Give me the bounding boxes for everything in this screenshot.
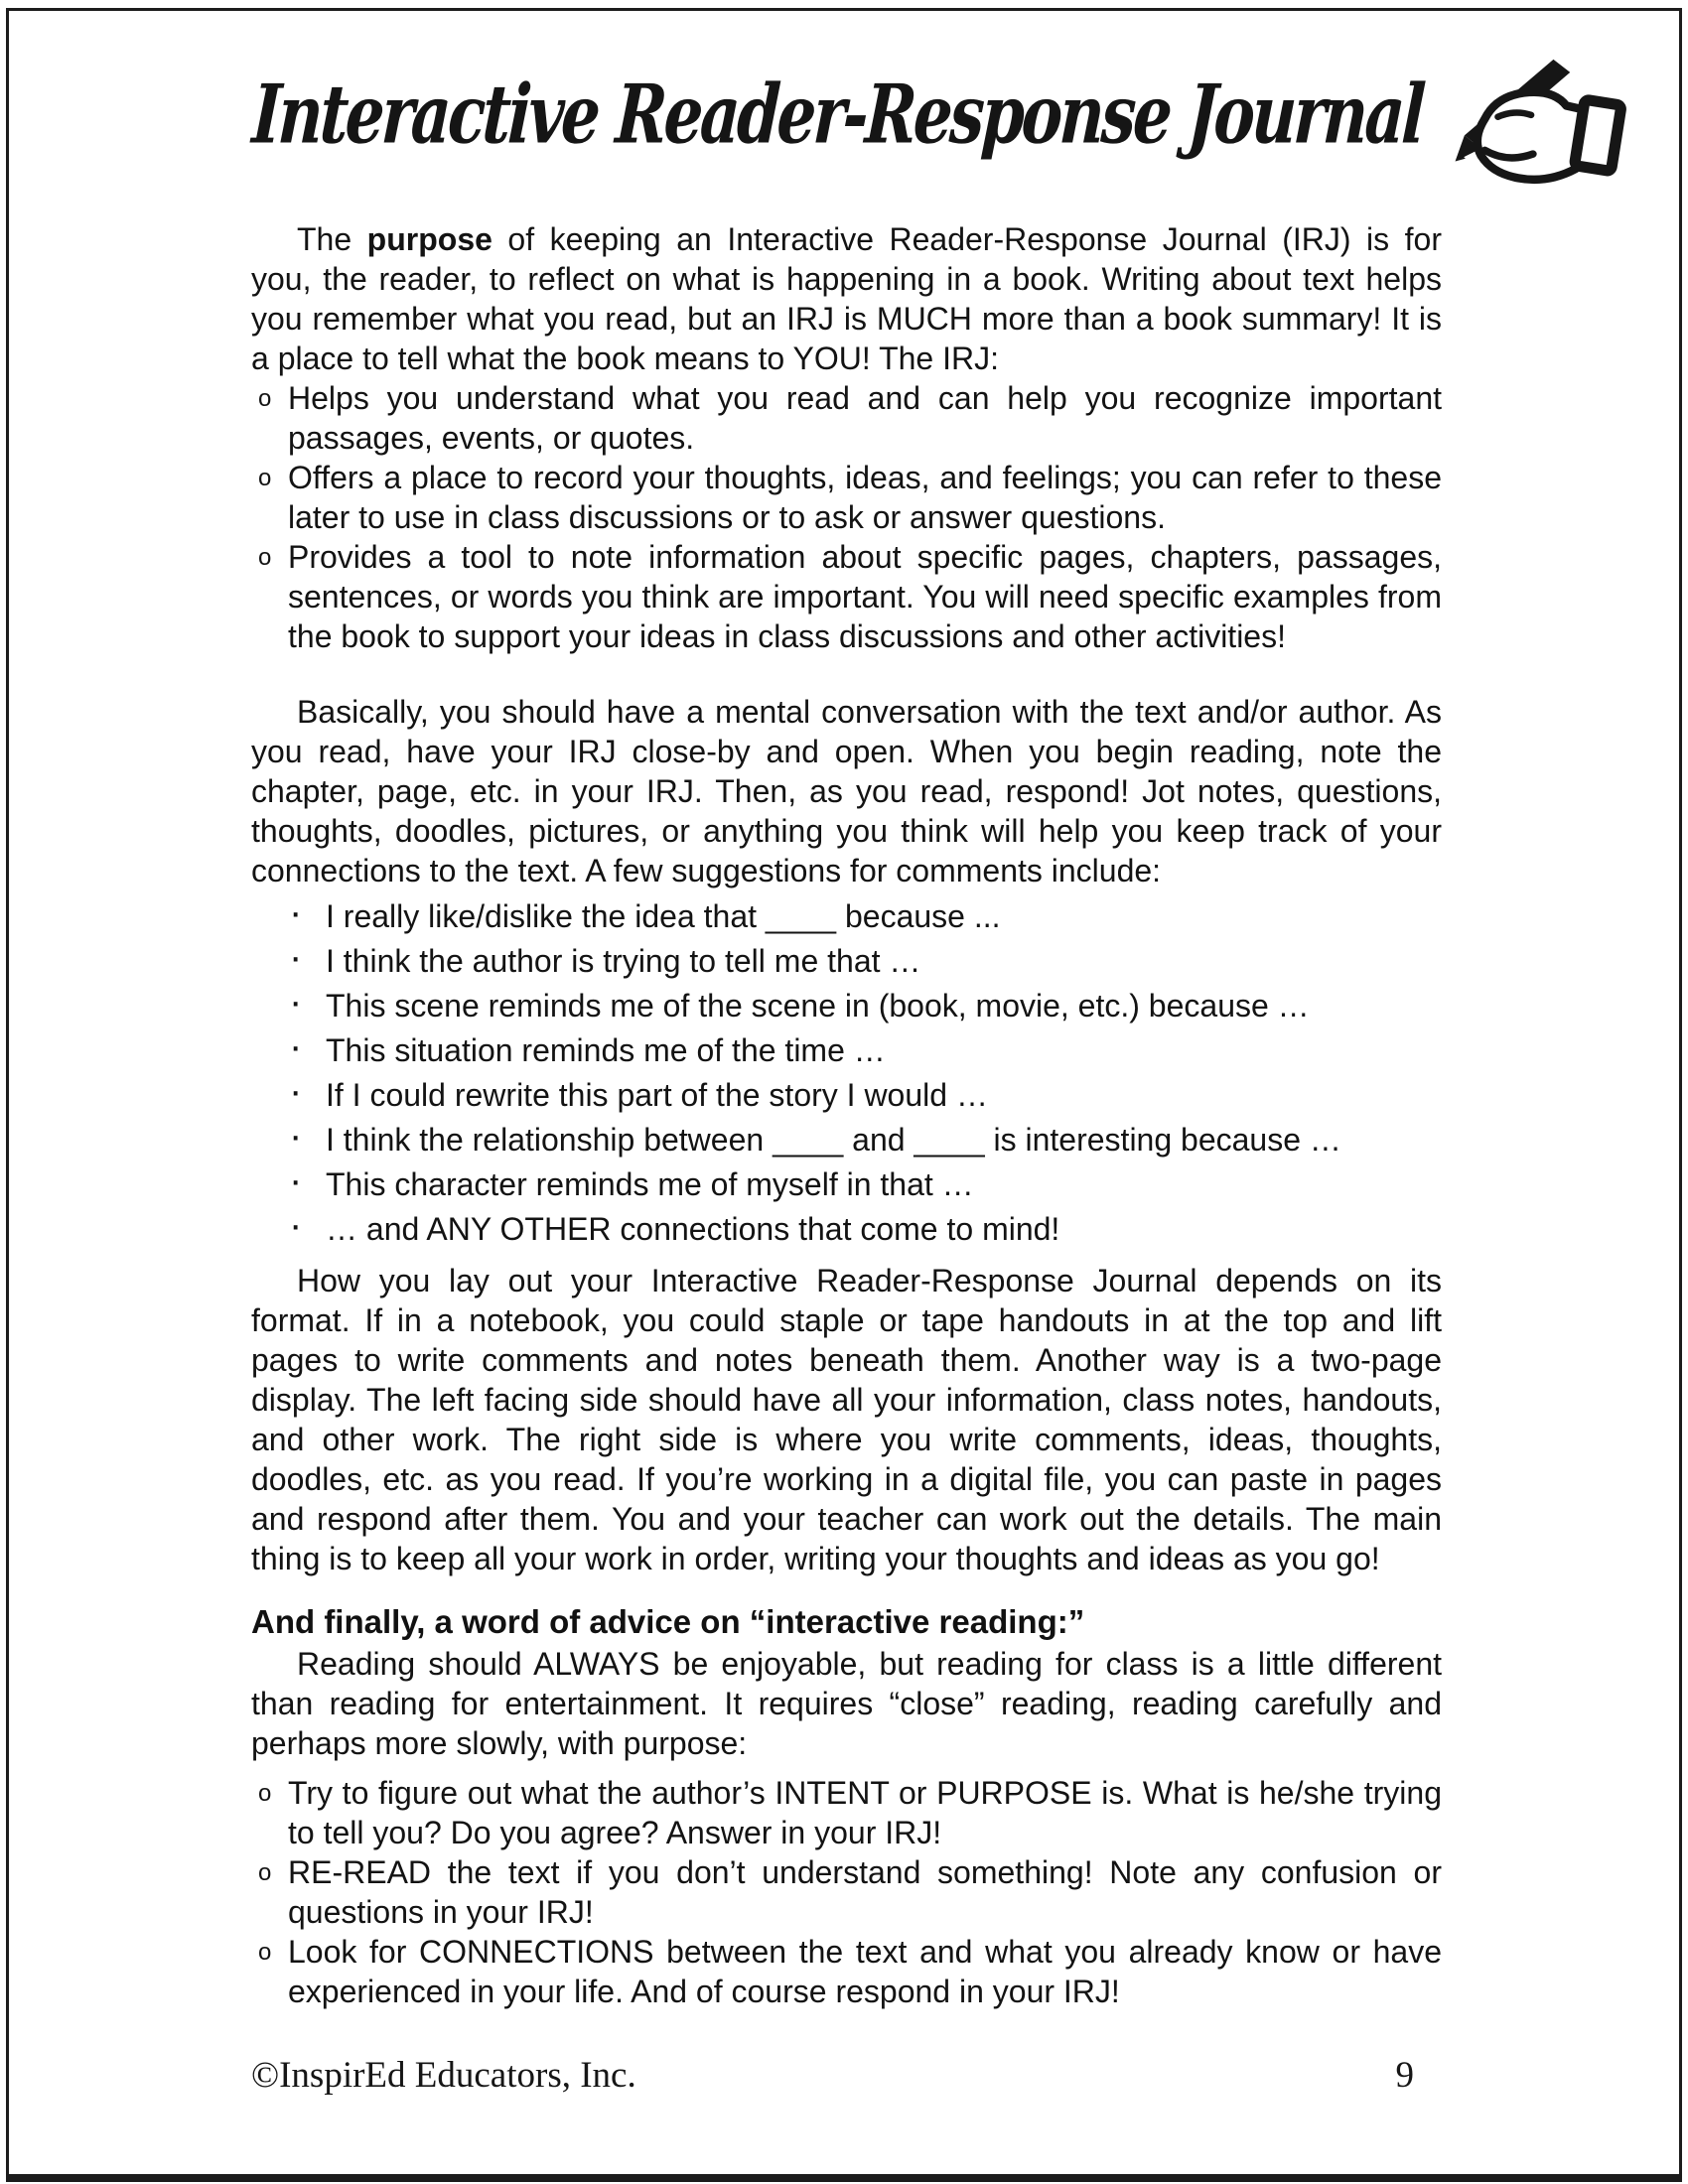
dot-bullet-icon: ·	[289, 890, 303, 934]
list-item	[251, 537, 1442, 656]
list-item	[251, 980, 1442, 1025]
layout-paragraph: How you lay out your Interactive Reader-Response Journal depends on its format. If in a notebook, you could staple or tape handouts in at the top and lift pages to write comments and notes beneath them. Another way is a two-page display. The left facing side should have all your information, class notes, handouts, and other work. The right side is where you write comments, ideas, thoughts, doodles, etc. as you read. If you’re working in a digital file, you can paste in pages and respond after them. You and your teacher can work out the details. The main thing is to keep all your work in order, writing your thoughts and ideas as you go!	[251, 1263, 1442, 1576]
dot-bullet-icon: ·	[289, 935, 303, 979]
list-item	[251, 1203, 1442, 1249]
title-row	[251, 57, 1442, 196]
bullet-text: Helps you understand what you read and can help you recognize important passages, events, or quotes.	[288, 380, 1442, 456]
list-item	[251, 458, 1442, 537]
page-content	[251, 11, 1442, 2174]
bullet-text: … and ANY OTHER connections that come to mind!	[326, 1211, 1060, 1247]
bullet-text: Try to figure out what the author’s INTENT or PURPOSE is. What is he/she trying to tell you? Do you agree? Answer in your IRJ!	[288, 1775, 1442, 1850]
dot-bullet-icon: ·	[289, 1159, 303, 1202]
footer-copyright: ©InspirEd Educators, Inc.	[251, 2055, 636, 2096]
dot-bullet-icon: ·	[289, 1069, 303, 1113]
advice-paragraph: Reading should ALWAYS be enjoyable, but reading for class is a little different than reading for entertainment. It requires “close” reading, reading carefully and perhaps more slowly, with purpose:	[251, 1646, 1442, 1761]
list-item	[251, 1159, 1442, 1204]
list-item	[251, 1932, 1442, 2011]
conversation-paragraph: Basically, you should have a mental conversation with the text and/or author. As you read, have your IRJ close-by and open. When you begin reading, note the chapter, page, etc. in your IRJ. Then, as you read, respond! Jot notes, questions, thoughts, doodles, pictures, or anything you think will help you keep track of your connections to the text. A few suggestions for comments include:	[251, 694, 1442, 888]
writing-hand-icon	[1407, 57, 1629, 198]
comment-suggestions-list	[251, 890, 1442, 1249]
dot-bullet-icon: ·	[289, 1203, 303, 1247]
paragraph-rest: of keeping an Interactive Reader-Response Journal (IRJ) is for you, the reader, to reflect on what is happening in a book. Writing about text helps you remember what you read, but an IRJ is MUCH more than a book summary! It is a place to tell what the book means to YOU! The IRJ:	[251, 221, 1443, 376]
list-item	[251, 378, 1442, 458]
purpose-paragraph	[251, 219, 1442, 378]
bullet-text: If I could rewrite this part of the story I would …	[326, 1077, 988, 1113]
footer-page-number: 9	[1395, 2055, 1414, 2096]
advice-heading: And finally, a word of advice on “interactive reading:”	[251, 1603, 1085, 1640]
list-item	[251, 1852, 1442, 1932]
dot-bullet-icon: ·	[289, 1114, 303, 1158]
dot-bullet-icon: ·	[289, 980, 303, 1024]
circle-bullet-icon: o	[258, 1939, 272, 1966]
list-item	[251, 1773, 1442, 1852]
bullet-text: I really like/dislike the idea that ____ because ...	[326, 898, 1001, 934]
bullet-text: This situation reminds me of the time …	[326, 1032, 886, 1068]
bullet-text: This scene reminds me of the scene in (book, movie, etc.) because …	[326, 988, 1310, 1024]
paragraph-lead: The	[297, 221, 367, 257]
list-item	[251, 890, 1442, 936]
list-item	[251, 1114, 1442, 1160]
page-title: Interactive Reader-Response Journal	[249, 66, 1426, 163]
list-item	[251, 935, 1442, 981]
bullet-text: Look for CONNECTIONS between the text and what you already know or have experienced in your life. And of course respond in your IRJ!	[288, 1934, 1442, 2009]
circle-bullet-icon: o	[258, 385, 272, 412]
bullet-text: Provides a tool to note information about specific pages, chapters, passages, sentences, or words you think are important. You will need specific examples from the book to support your ideas in class discussions and other activities!	[288, 539, 1442, 654]
bullet-text: This character reminds me of myself in that …	[326, 1166, 974, 1202]
bullet-text: Offers a place to record your thoughts, ideas, and feelings; you can refer to these later to use in class discussions or to ask or answer questions.	[288, 460, 1442, 535]
bold-word-purpose: purpose	[366, 221, 492, 257]
dot-bullet-icon: ·	[289, 1024, 303, 1068]
circle-bullet-icon: o	[258, 544, 272, 571]
bullet-text: I think the relationship between ____ and ____ is interesting because …	[326, 1122, 1341, 1158]
bullet-text: I think the author is trying to tell me that …	[326, 943, 921, 979]
bullet-text: RE-READ the text if you don’t understand something! Note any confusion or questions in your IRJ!	[288, 1854, 1442, 1930]
list-item	[251, 1069, 1442, 1115]
advice-list	[251, 1773, 1442, 2011]
irj-benefits-list	[251, 378, 1442, 656]
circle-bullet-icon: o	[258, 1780, 272, 1807]
page-border	[6, 8, 1682, 2182]
circle-bullet-icon: o	[258, 1859, 272, 1886]
list-item	[251, 1024, 1442, 1070]
page-footer	[251, 2054, 1442, 2097]
circle-bullet-icon: o	[258, 465, 272, 491]
